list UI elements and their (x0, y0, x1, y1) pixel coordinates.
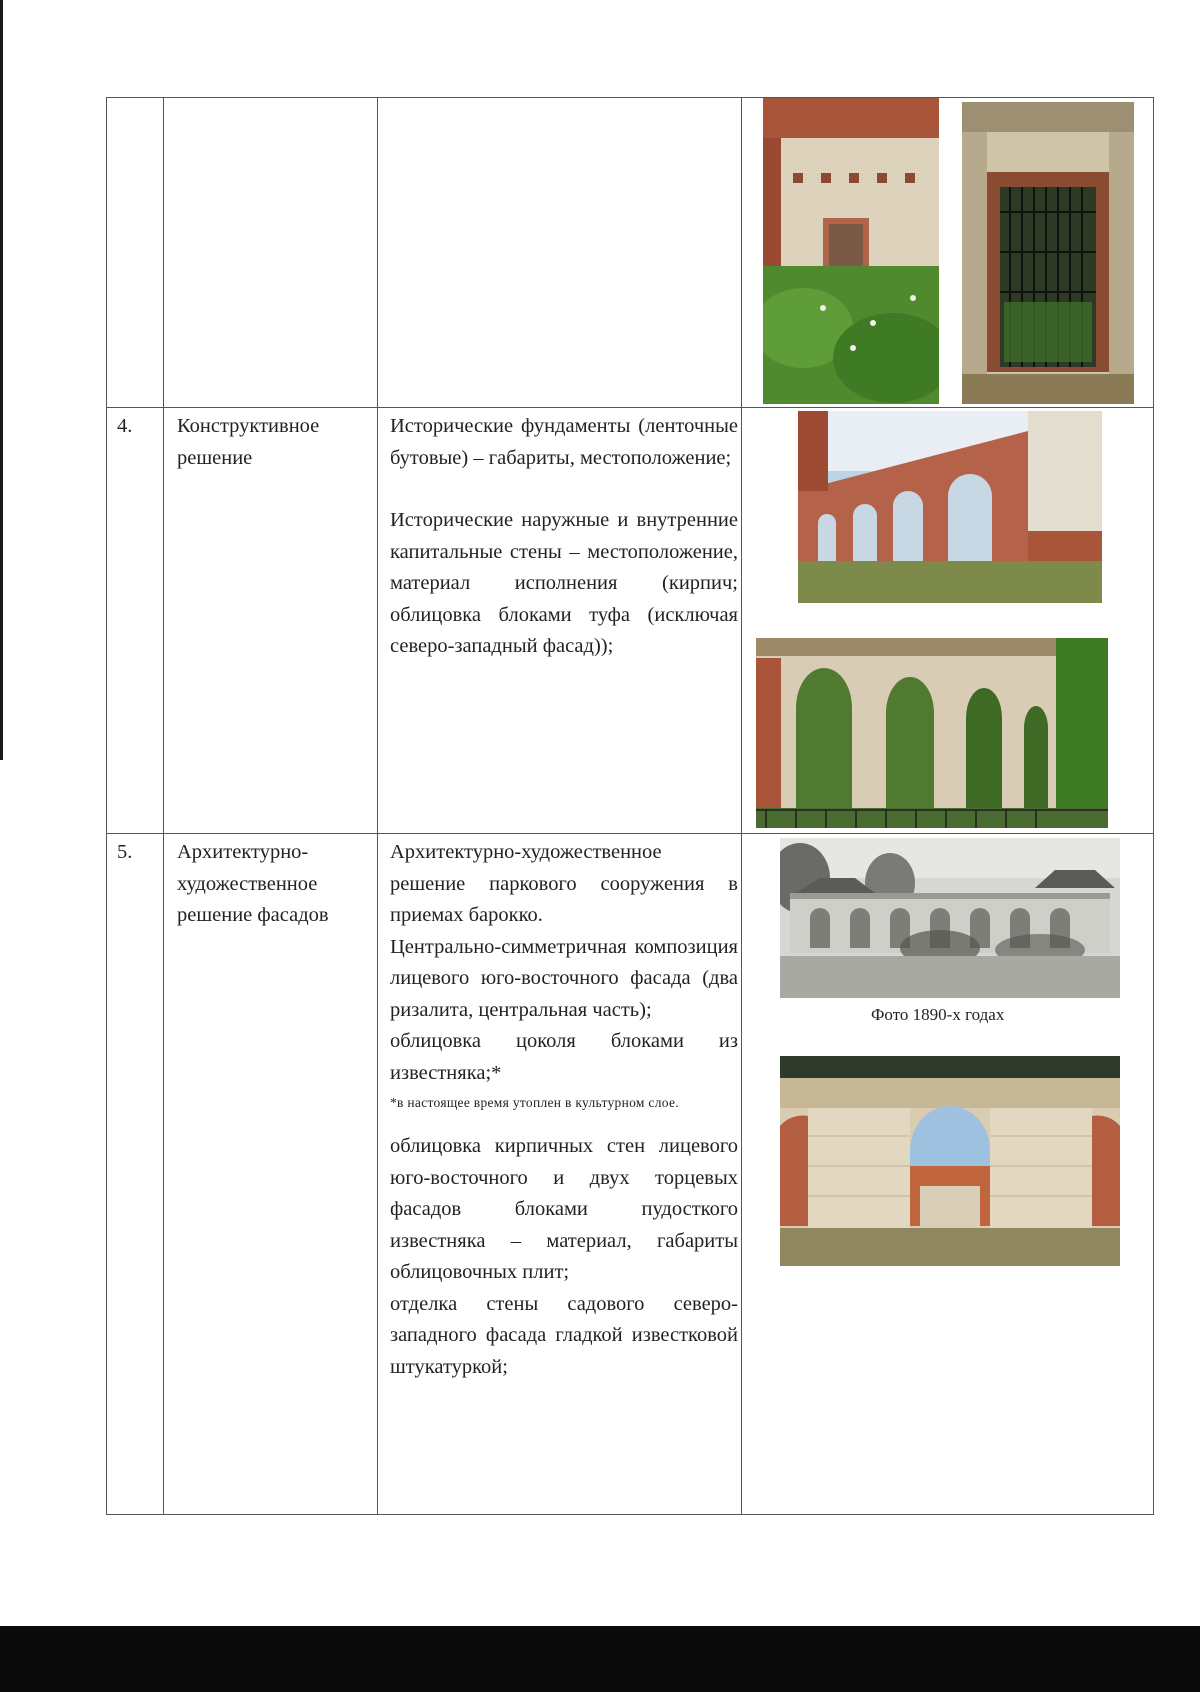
photo-arcade-facade-tuff (756, 638, 1108, 828)
photo-ruin-gated-doorway (962, 102, 1134, 404)
feature-name (177, 837, 377, 932)
row-divider (107, 833, 1153, 834)
feature-name (177, 411, 377, 474)
row-number: 5. (117, 841, 133, 863)
description-paragraph: Центрально-симметричная композиция лицевого юго-восточного фасада (два ризалита, центральная часть); (390, 935, 738, 1021)
description-paragraph: Архитектурно-художественное решение паркового сооружения в приемах барокко. (390, 841, 738, 926)
feature-description (390, 837, 738, 1383)
feature-name-line: художественное (177, 872, 318, 895)
row-divider (107, 407, 1153, 408)
feature-description (390, 411, 738, 663)
feature-name-line: Архитектурно- (177, 841, 309, 863)
row-number: 4. (117, 415, 133, 437)
description-paragraph: отделка стены садового северо-западного фасада гладкой известковой штукатуркой; (390, 1292, 738, 1378)
feature-name-line: Конструктивное (177, 415, 320, 437)
column-divider (163, 98, 164, 1514)
feature-name-line: решение фасадов (177, 904, 329, 926)
column-divider (377, 98, 378, 1514)
description-paragraph: облицовка цоколя блоками из известняка;* (390, 1030, 738, 1084)
photo-ruin-wall-interior (763, 98, 939, 404)
photo-caption: Фото 1890-х годах (871, 1005, 1005, 1024)
footnote: *в настоящее время утоплен в культурном слое. (390, 1095, 679, 1110)
scan-edge (0, 0, 3, 760)
photo-facade-limestone (780, 1056, 1120, 1266)
photo-historic-1890s (780, 838, 1120, 998)
scan-bottom-margin (0, 1626, 1200, 1692)
column-divider (741, 98, 742, 1514)
description-paragraph: Исторические фундаменты (ленточные бутовые) – габариты, местоположение; (390, 415, 738, 469)
monument-features-table (106, 97, 1154, 1515)
photo-arcade-ruins (798, 411, 1102, 603)
description-paragraph: облицовка кирпичных стен лицевого юго-восточного и двух торцевых фасадов блоками пудосткого известняка – материал, габариты облицовочных плит; (390, 1135, 738, 1283)
description-paragraph: Исторические наружные и внутренние капитальные стены – местоположение, материал исполнения (кирпич; облицовка блоками туфа (исключая северо-западный фасад)); (390, 509, 738, 657)
feature-name-line: решение (177, 446, 253, 469)
